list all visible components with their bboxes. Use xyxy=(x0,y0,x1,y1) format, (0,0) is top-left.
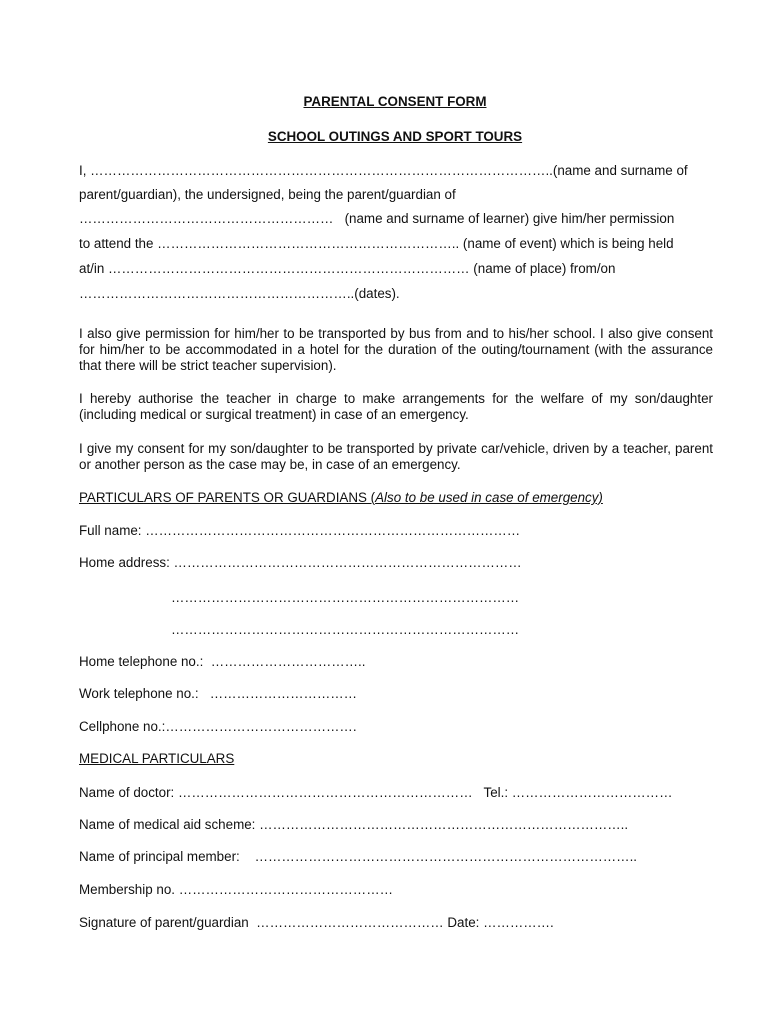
home-telephone-field[interactable]: Home telephone no.: …………………………….. xyxy=(79,654,366,669)
signature-date-field[interactable]: Signature of parent/guardian …………………………………… Date: ……………. xyxy=(79,915,554,930)
medical-heading: MEDICAL PARTICULARS xyxy=(79,751,235,766)
home-address-field[interactable]: Home address: …………………………………………………………………… xyxy=(79,555,522,570)
medical-aid-field[interactable]: Name of medical aid scheme: ……………………………………………………………………….. xyxy=(79,817,629,832)
welfare-paragraph: I hereby authorise the teacher in charge to make arrangements for the welfare of my son/daughter (including medical or surgical treatment) in case of an emergency. xyxy=(79,391,713,422)
particulars-heading-italic: Also to be used in case of emergency) xyxy=(375,490,603,505)
intro-line-4: to attend the ………………………………………………………….. (name of event) which is being held xyxy=(79,236,674,251)
doctor-field[interactable]: Name of doctor: ………………………………………………………… Tel.: ……………………………… xyxy=(79,785,673,800)
intro-line-3: ………………………………………………… (name and surname of learner) give him/her permission xyxy=(79,211,675,226)
work-telephone-field[interactable]: Work telephone no.: …………………………… xyxy=(79,686,358,701)
principal-member-field[interactable]: Name of principal member: ………………………………………………………………………….. xyxy=(79,849,638,864)
intro-line-6: ……………………………………………………..(dates). xyxy=(79,286,400,301)
membership-field[interactable]: Membership no. ………………………………………… xyxy=(79,882,393,897)
home-address-line-3[interactable]: …………………………………………………………………… xyxy=(171,622,520,637)
intro-line-5: at/in ……………………………………………………………………… (name of place) from/on xyxy=(79,261,616,276)
intro-line-2: parent/guardian), the undersigned, being the parent/guardian of xyxy=(79,187,456,202)
particulars-heading xyxy=(79,490,603,506)
particulars-heading-text: PARTICULARS OF PARENTS OR GUARDIANS ( xyxy=(79,490,376,505)
transport-paragraph: I also give permission for him/her to be transported by bus from and to his/her school. I also give consent for him/her to be accommodated in a hotel for the duration of the outing/tournament (with the assurance that there will be strict teacher supervision). xyxy=(79,326,713,373)
full-name-field[interactable]: Full name: ………………………………………………………………………… xyxy=(79,523,521,538)
intro-line-1: I, …………………………………………………………………………………………..(name and surname of xyxy=(79,163,688,178)
cellphone-field[interactable]: Cellphone no.:……………………………………. xyxy=(79,719,357,734)
form-subtitle: SCHOOL OUTINGS AND SPORT TOURS xyxy=(267,129,523,144)
home-address-line-2[interactable]: …………………………………………………………………… xyxy=(171,590,520,605)
form-title: PARENTAL CONSENT FORM xyxy=(303,94,487,109)
emergency-paragraph: I give my consent for my son/daughter to be transported by private car/vehicle, driven by a teacher, parent or another person as the case may be, in case of an emergency. xyxy=(79,441,713,472)
